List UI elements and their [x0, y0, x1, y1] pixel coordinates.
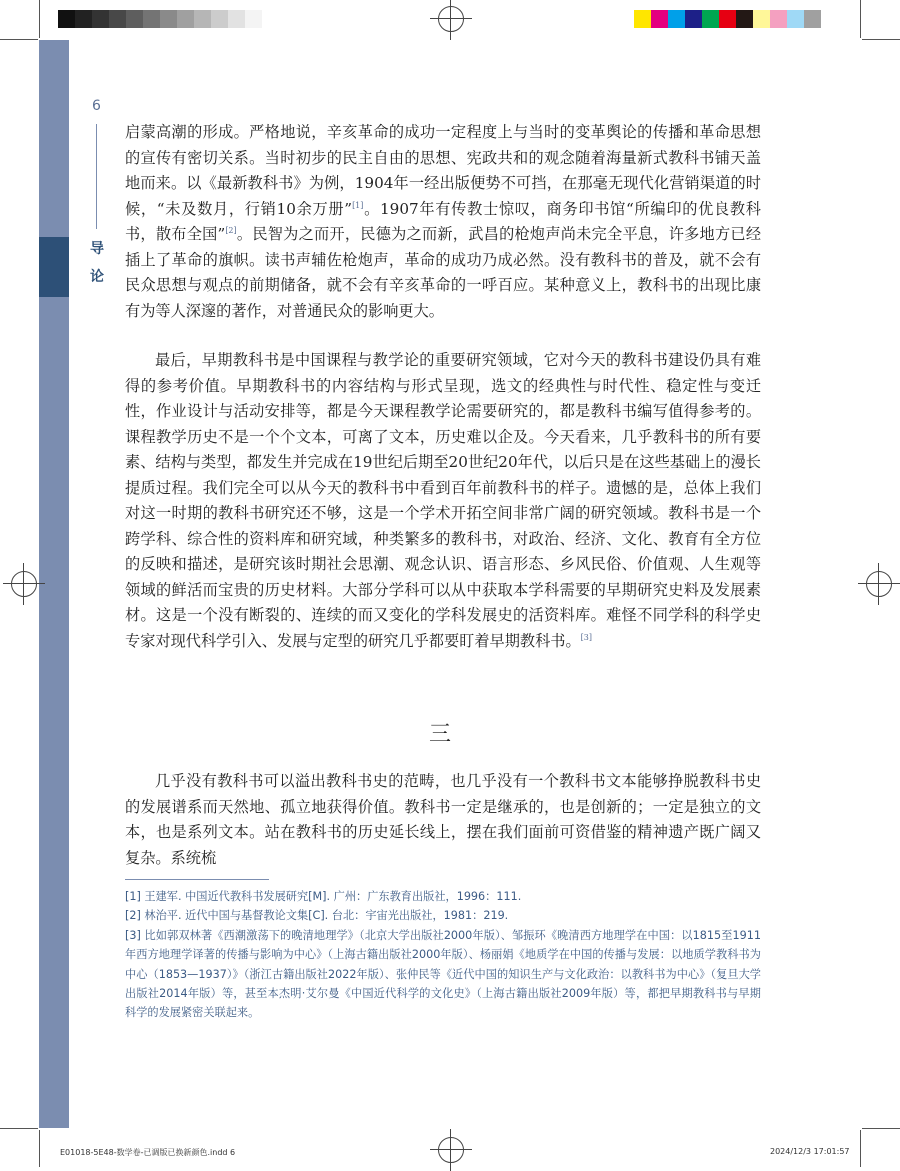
body-paragraph-continued — [125, 120, 761, 324]
grayscale-color-bar — [58, 10, 262, 28]
side-band-dark-tab — [39, 237, 69, 297]
slug-filename: E01018-5E48-数学卷-已调版已换新颜色.indd 6 — [60, 1148, 236, 1157]
chapter-label-char-1: 导 — [90, 241, 104, 257]
color-swatch — [651, 10, 668, 28]
color-swatch — [685, 10, 702, 28]
color-swatch — [228, 10, 245, 28]
paragraph-text: 启蒙高潮的形成。严格地说，辛亥革命的成功一定程度上与当时的变革舆论的传播和革命思想的宣传有密切关系。当时初步的民主自由的思想、宪政共和的观念随着海量新式教科书铺天盖地而来。以《最新教科书》为例，1904年一经出版便势不可挡，在那毫无现代化营销渠道的时候，“未及数月，行销10余万册” — [125, 123, 761, 218]
paragraph-text: 。民智为之而开，民德为之而新，武昌的枪炮声尚未完全平息，许多地方已经插上了革命的旗帜。读书声辅佐枪炮声，革命的成功乃成必然。没有教科书的普及，就不会有民众思想与观点的前期储备，就不会有辛亥革命的一呼百应。某种意义上，教科书的出现比康有为等人深邃的著作，对普通民众的影响更大。 — [125, 225, 762, 320]
color-swatch — [245, 10, 262, 28]
body-paragraph-section-three — [125, 769, 761, 871]
chapter-label-char-2: 论 — [90, 269, 104, 285]
footnote-rule — [125, 879, 269, 880]
color-swatch — [634, 10, 651, 28]
footnote-1: [1] 王建军. 中国近代教科书发展研究[M]. 广州：广东教育出版社，1996：111. — [125, 890, 522, 903]
footnote-ref-3: [3] — [580, 632, 592, 642]
section-heading: 三 — [428, 722, 451, 747]
color-swatch — [126, 10, 143, 28]
registration-target-top — [438, 6, 464, 32]
color-swatch — [787, 10, 804, 28]
crop-mark — [860, 1130, 861, 1167]
registration-target-right — [866, 571, 892, 597]
color-swatch — [736, 10, 753, 28]
crop-mark — [862, 1128, 900, 1129]
crop-mark — [0, 39, 38, 40]
footnote-ref-1: [1] — [352, 200, 364, 210]
footnote-3: [3] 比如郭双林著《西潮激荡下的晚清地理学》（北京大学出版社2000年版）、邹振环《晚清西方地理学在中国：以1815至1911年西方地理学译著的传播与影响为中心》（上海古籍出版社2000年版）、杨丽娟《地质学在中国的传播与发展：以地质学教科书为中心（1853—1937）》（浙江古籍出版社2022年版）、张仲民等《近代中国的知识生产与文化政治：以教科书为中心》（复旦大学出版社2014年版）等，甚至本杰明·艾尔曼《中国近代科学的文化史》（上海古籍出版社2009年版）等，都把早期教科书与早期科学的发展紧密关联起来。 — [125, 929, 761, 1020]
crop-mark — [39, 0, 40, 38]
page-number: 6 — [92, 98, 101, 114]
footnote-ref-2: [2] — [225, 226, 237, 235]
paragraph-text: 最后，早期教科书是中国课程与教学论的重要研究领域，它对今天的教科书建设仍具有难得的参考价值。早期教科书的内容结构与形式呈现，选文的经典性与时代性、稳定性与变迁性，作业设计与活动安排等，都是今天课程教学论需要研究的，都是教科书编写值得参考的。课程教学历史不是一个个文本，可离了文本，历史难以企及。今天看来，几乎教科书的所有要素、结构与类型，都发生并完成在19世纪后期至20世纪20年代，以后只是在这些基础上的漫长提质过程。我们完全可以从今天的教科书中看到百年前教科书的样子。遗憾的是，总体上我们对这一时期的教科书研究还不够，这是一个学术开拓空间非常广阔的研究领域。教科书是一个跨学科、综合性的资料库和研究域，种类繁多的教科书，对政治、经济、文化、教育有全方位的反映和描述，是研究该时期社会思潮、观念认识、语言形态、乡风民俗、价值观、人生观等领域的鲜活而宝贵的历史材料。大部分学科可以从中获取本学科需要的早期研究史料及发展素材。这是一个没有断裂的、连续的而又变化的学科发展史的活资料库。难怪不同学科的科学史专家对现代科学引入、发展与定型的研究几乎都要盯着早期教科书。 — [125, 351, 761, 650]
color-swatch — [75, 10, 92, 28]
crop-mark — [0, 1128, 38, 1129]
slug-timestamp: 2024/12/3 17:01:57 — [770, 1147, 850, 1156]
crop-mark — [39, 1130, 40, 1167]
registration-target-bottom — [438, 1137, 464, 1163]
color-swatch — [109, 10, 126, 28]
footnote-2: [2] 林治平. 近代中国与基督教论文集[C]. 台北：宇宙光出版社，1981：219. — [125, 909, 509, 922]
color-swatch — [753, 10, 770, 28]
color-swatch — [668, 10, 685, 28]
side-band — [39, 40, 69, 1128]
process-color-bar — [634, 10, 821, 28]
color-swatch — [194, 10, 211, 28]
paragraph-text: 。1907年有传教士惊叹，商务印书馆“所编印的优良教科书，散布全国” — [125, 199, 761, 243]
color-swatch — [804, 10, 821, 28]
color-swatch — [211, 10, 228, 28]
color-swatch — [58, 10, 75, 28]
paragraph-text: 几乎没有教科书可以溢出教科书史的范畴，也几乎没有一个教科书文本能够挣脱教科书史的发展谱系而天然地、孤立地获得价值。教科书一定是继承的，也是创新的；一定是独立的文本，也是系列文本。站在教科书的历史延长线上，摆在我们面前可资借鉴的精神遗产既广阔又复杂。系统梳 — [125, 772, 761, 867]
color-swatch — [177, 10, 194, 28]
crop-mark — [860, 0, 861, 38]
color-swatch — [770, 10, 787, 28]
margin-rule — [96, 124, 97, 229]
color-swatch — [719, 10, 736, 28]
color-swatch — [160, 10, 177, 28]
color-swatch — [143, 10, 160, 28]
registration-target-left — [11, 571, 37, 597]
crop-mark — [862, 39, 900, 40]
color-swatch — [702, 10, 719, 28]
color-swatch — [92, 10, 109, 28]
body-paragraph-lastly — [125, 348, 761, 654]
